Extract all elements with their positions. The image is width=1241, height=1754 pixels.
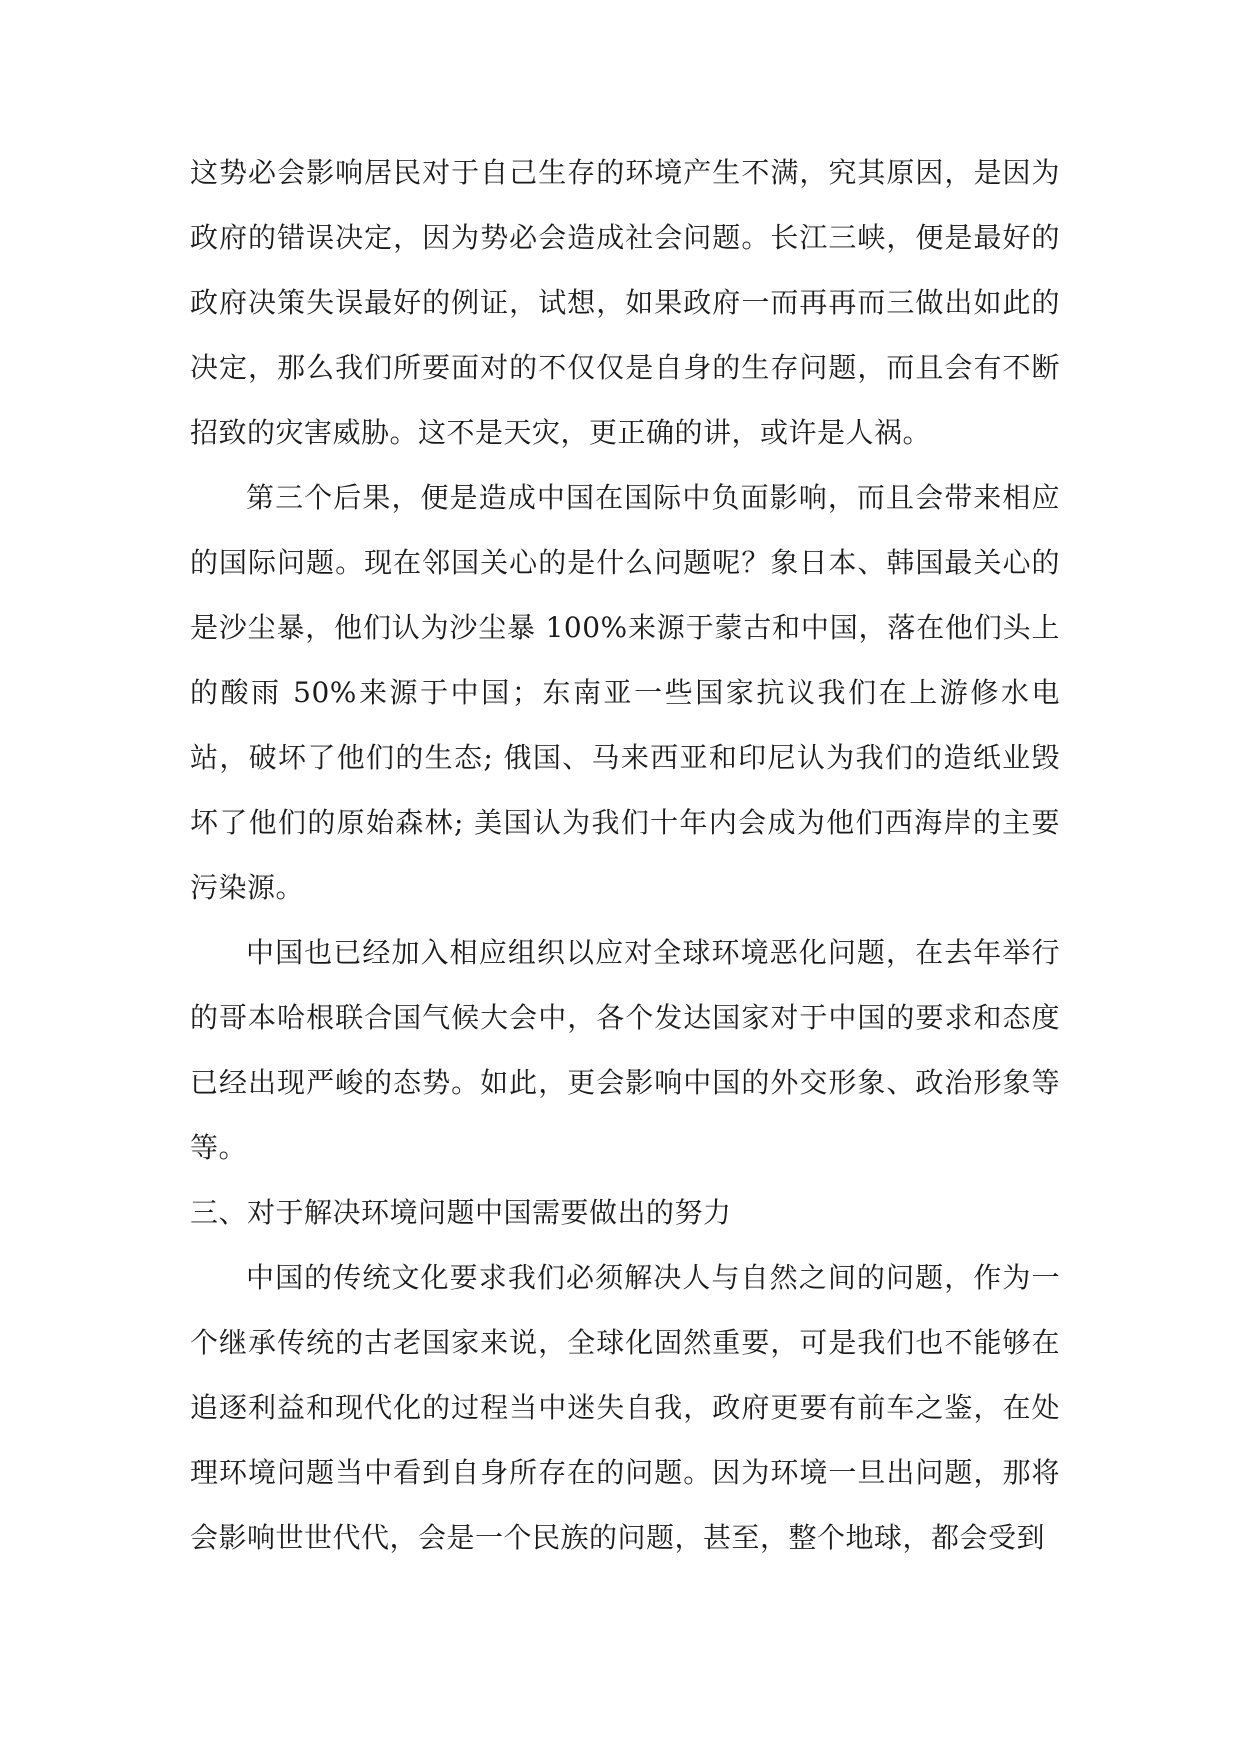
paragraph-global-response: 中国也已经加入相应组织以应对全球环境恶化问题，在去年举行的哥本哈根联合国气候大会中，各个发达国家对于中国的要求和态度已经出现严峻的态势。如此，更会影响中国的外交形象、政治形象等等。 [190,936,1060,1164]
paragraph-third-consequence: 第三个后果，便是造成中国在国际中负面影响，而且会带来相应的国际问题。现在邻国关心的是什么问题呢？象日本、韩国最关心的是沙尘暴，他们认为沙尘暴 100%来源于蒙古和中国，落在他们头上的酸雨 50%来源于中国；东南亚一些国家抗议我们在上游修水电站，破坏了他们的生态; 俄国、马来西亚和印尼认为我们的造纸业毁坏了他们的原始森林; 美国认为我们十年内会成为他们西海岸的主要污染源。 [190,481,1060,904]
paragraph-traditional-culture: 中国的传统文化要求我们必须解决人与自然之间的问题，作为一个继承传统的古老国家来说，全球化固然重要，可是我们也不能够在追逐利益和现代化的过程当中迷失自我，政府更要有前车之鉴，在处理环境问题当中看到自身所存在的问题。因为环境一旦出问题，那将会影响世世代代，会是一个民族的问题，甚至，整个地球，都会受到 [190,1261,1060,1554]
paragraph-continuation: 这势必会影响居民对于自己生存的环境产生不满，究其原因，是因为政府的错误决定，因为势必会造成社会问题。长江三峡，便是最好的政府决策失误最好的例证，试想，如果政府一而再再而三做出如此的决定，那么我们所要面对的不仅仅是自身的生存问题，而且会有不断招致的灾害威胁。这不是天灾，更正确的讲，或许是人祸。 [190,156,1060,449]
document-page [190,140,1060,1570]
section-heading: 三、对于解决环境问题中国需要做出的努力 [190,1196,732,1229]
